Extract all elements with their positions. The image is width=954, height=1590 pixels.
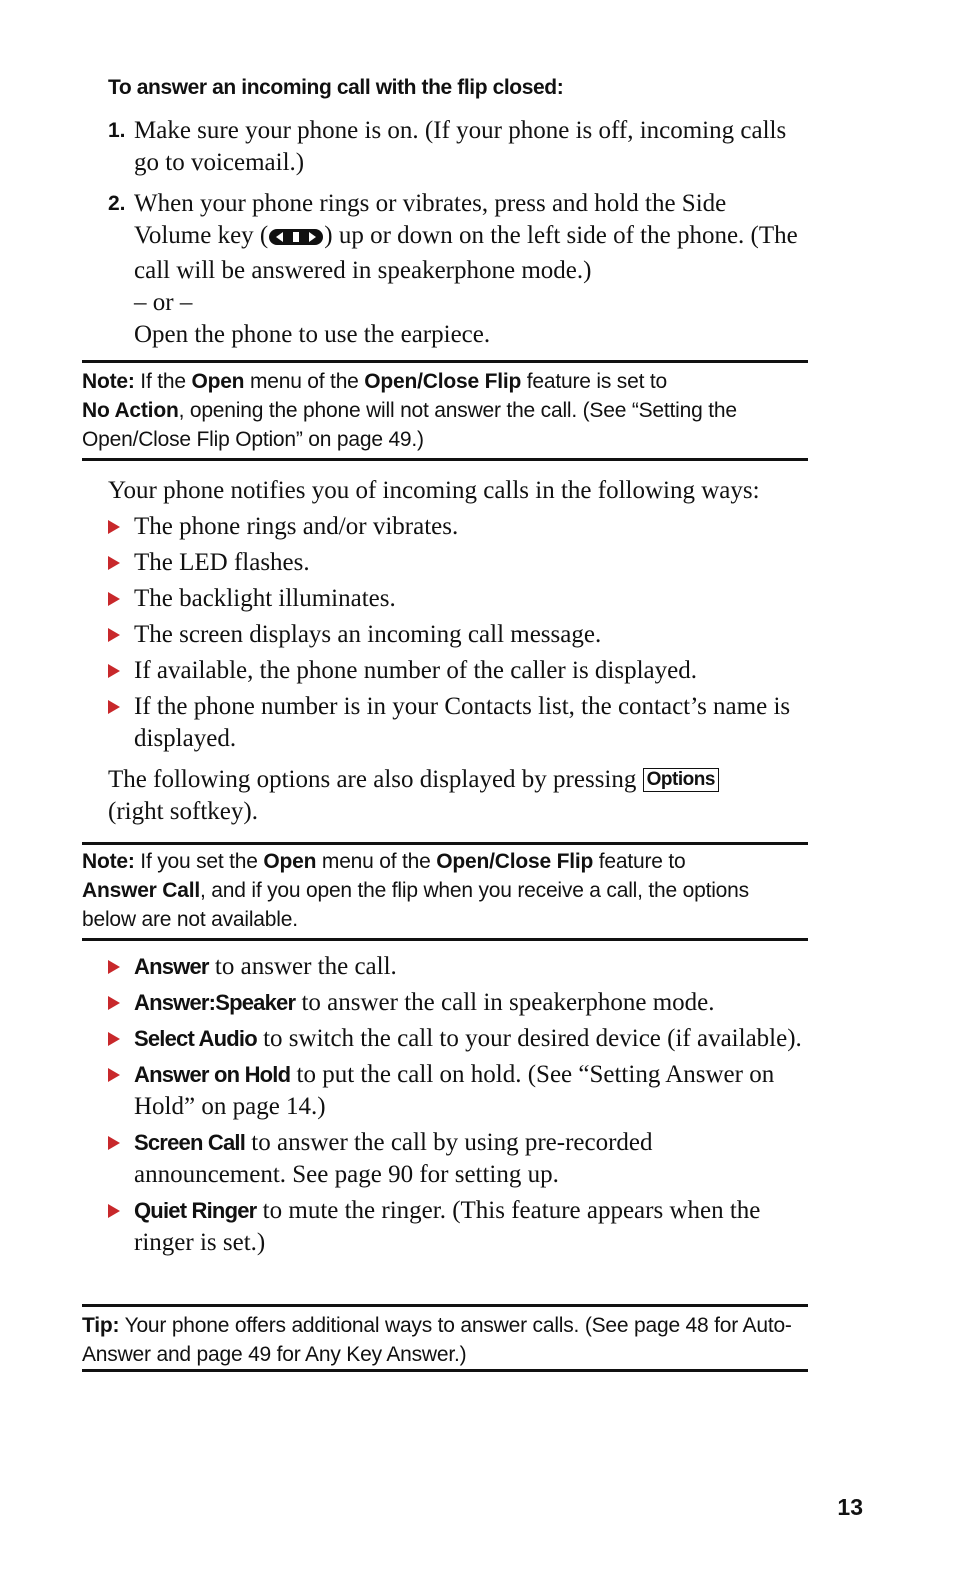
answer-option-item bbox=[108, 987, 808, 1019]
bullet-arrow-icon bbox=[108, 1032, 120, 1046]
answer-option-item bbox=[108, 1195, 808, 1259]
side-volume-key-icon bbox=[268, 223, 324, 255]
option-keyword: Screen Call bbox=[134, 1130, 246, 1155]
note-text: If you set the bbox=[134, 850, 264, 873]
note-text: menu of the bbox=[316, 850, 437, 873]
options-softkey[interactable]: Options bbox=[643, 768, 719, 792]
bullet-arrow-icon bbox=[108, 1204, 120, 1218]
options-paragraph bbox=[108, 764, 818, 828]
note-text: If the bbox=[134, 370, 192, 393]
note-text: , and if you open the flip when you receive a call, the options below are not available. bbox=[82, 879, 749, 931]
note-text: , opening the phone will not answer the call. (See “Setting the Open/Close Flip Option” on page 49.) bbox=[82, 399, 737, 451]
note-label: Note: bbox=[82, 370, 135, 393]
note-bold: Open/Close Flip bbox=[364, 370, 522, 393]
option-description: to switch the call to your desired device (if available). bbox=[256, 1025, 802, 1052]
tip-top-rule bbox=[82, 1304, 808, 1307]
notify-item-text: The phone rings and/or vibrates. bbox=[134, 513, 459, 540]
options-text-after: (right softkey). bbox=[108, 798, 258, 825]
notify-item-text: The backlight illuminates. bbox=[134, 585, 396, 612]
step-number: 2. bbox=[108, 192, 126, 215]
bullet-arrow-icon bbox=[108, 592, 120, 606]
note2-top-rule bbox=[82, 842, 808, 845]
step-1 bbox=[108, 115, 808, 179]
bullet-arrow-icon bbox=[108, 628, 120, 642]
step-number: 1. bbox=[108, 119, 126, 142]
option-description: to put the call on hold. (See “Setting Answer on Hold” on page 14.) bbox=[134, 1061, 775, 1120]
note-text: feature to bbox=[593, 850, 686, 873]
bullet-arrow-icon bbox=[108, 960, 120, 974]
option-description: to mute the ringer. (This feature appears when the ringer is set.) bbox=[134, 1197, 761, 1256]
bullet-arrow-icon bbox=[108, 700, 120, 714]
section-heading: To answer an incoming call with the flip closed: bbox=[108, 76, 564, 99]
option-keyword: Quiet Ringer bbox=[134, 1198, 257, 1223]
option-keyword: Answer on Hold bbox=[134, 1062, 291, 1087]
notify-item bbox=[108, 547, 808, 579]
notify-item-text: If the phone number is in your Contacts list, the contact’s name is displayed. bbox=[134, 693, 791, 752]
answer-option-item bbox=[108, 1127, 808, 1191]
step-text: Make sure your phone is on. (If your phone is off, incoming calls go to voicemail.) bbox=[134, 117, 787, 176]
bullet-arrow-icon bbox=[108, 1068, 120, 1082]
tip-text: Your phone offers additional ways to answer calls. (See page 48 for Auto-Answer and page 49 for Any Key Answer.) bbox=[82, 1314, 792, 1366]
bullet-arrow-icon bbox=[108, 664, 120, 678]
notify-item bbox=[108, 619, 808, 651]
answer-option-item bbox=[108, 1059, 808, 1123]
bullet-arrow-icon bbox=[108, 520, 120, 534]
note2-bottom-rule bbox=[82, 938, 808, 941]
notify-intro: Your phone notifies you of incoming calls in the following ways: bbox=[108, 477, 760, 504]
note-label: Note: bbox=[82, 850, 135, 873]
notify-item bbox=[108, 691, 808, 755]
note-bold: No Action bbox=[82, 399, 179, 422]
tip-bottom-rule bbox=[82, 1369, 808, 1372]
notify-list bbox=[108, 511, 808, 759]
notify-item-text: The LED flashes. bbox=[134, 549, 310, 576]
note-bold: Open/Close Flip bbox=[436, 850, 594, 873]
note-text: menu of the bbox=[244, 370, 365, 393]
bullet-arrow-icon bbox=[108, 996, 120, 1010]
answer-option-item bbox=[108, 1023, 808, 1055]
page-number: 13 bbox=[837, 1494, 863, 1520]
alternative-text: Open the phone to use the earpiece. bbox=[134, 321, 491, 348]
step-2 bbox=[108, 188, 808, 351]
answer-option-item bbox=[108, 951, 808, 983]
notify-item bbox=[108, 655, 808, 687]
tip-label: Tip: bbox=[82, 1314, 120, 1337]
option-description: to answer the call by using pre-recorded announcement. See page 90 for setting up. bbox=[134, 1129, 653, 1188]
note-top-rule bbox=[82, 360, 808, 363]
note-bold: Open bbox=[263, 850, 317, 873]
option-description: to answer the call. bbox=[208, 953, 397, 980]
option-description: to answer the call in speakerphone mode. bbox=[295, 989, 715, 1016]
option-keyword: Select Audio bbox=[134, 1026, 257, 1051]
note-open-no-action bbox=[82, 367, 808, 454]
notify-item-text: The screen displays an incoming call message. bbox=[134, 621, 602, 648]
or-separator: – or – bbox=[134, 289, 193, 316]
notify-item bbox=[108, 511, 808, 543]
step-text bbox=[134, 188, 808, 351]
step-text-after: ) up or down on the left side of the phone. (The call will be answered in speakerphone mode.) bbox=[134, 222, 798, 284]
option-keyword: Answer bbox=[134, 954, 209, 979]
option-keyword: Answer:Speaker bbox=[134, 990, 296, 1015]
note-text: feature is set to bbox=[521, 370, 667, 393]
bullet-arrow-icon bbox=[108, 556, 120, 570]
options-text: The following options are also displayed by pressing bbox=[108, 766, 643, 793]
bullet-arrow-icon bbox=[108, 1136, 120, 1150]
step-text-before: When your phone rings or vibrates, press and hold the Side Volume key ( bbox=[134, 190, 727, 249]
notify-item bbox=[108, 583, 808, 615]
answer-options-list bbox=[108, 951, 808, 1263]
note-bottom-rule bbox=[82, 458, 808, 461]
notify-item-text: If available, the phone number of the caller is displayed. bbox=[134, 657, 697, 684]
note-bold: Open bbox=[191, 370, 245, 393]
note-answer-call bbox=[82, 847, 808, 934]
note-bold: Answer Call bbox=[82, 879, 201, 902]
tip-box bbox=[82, 1311, 808, 1369]
